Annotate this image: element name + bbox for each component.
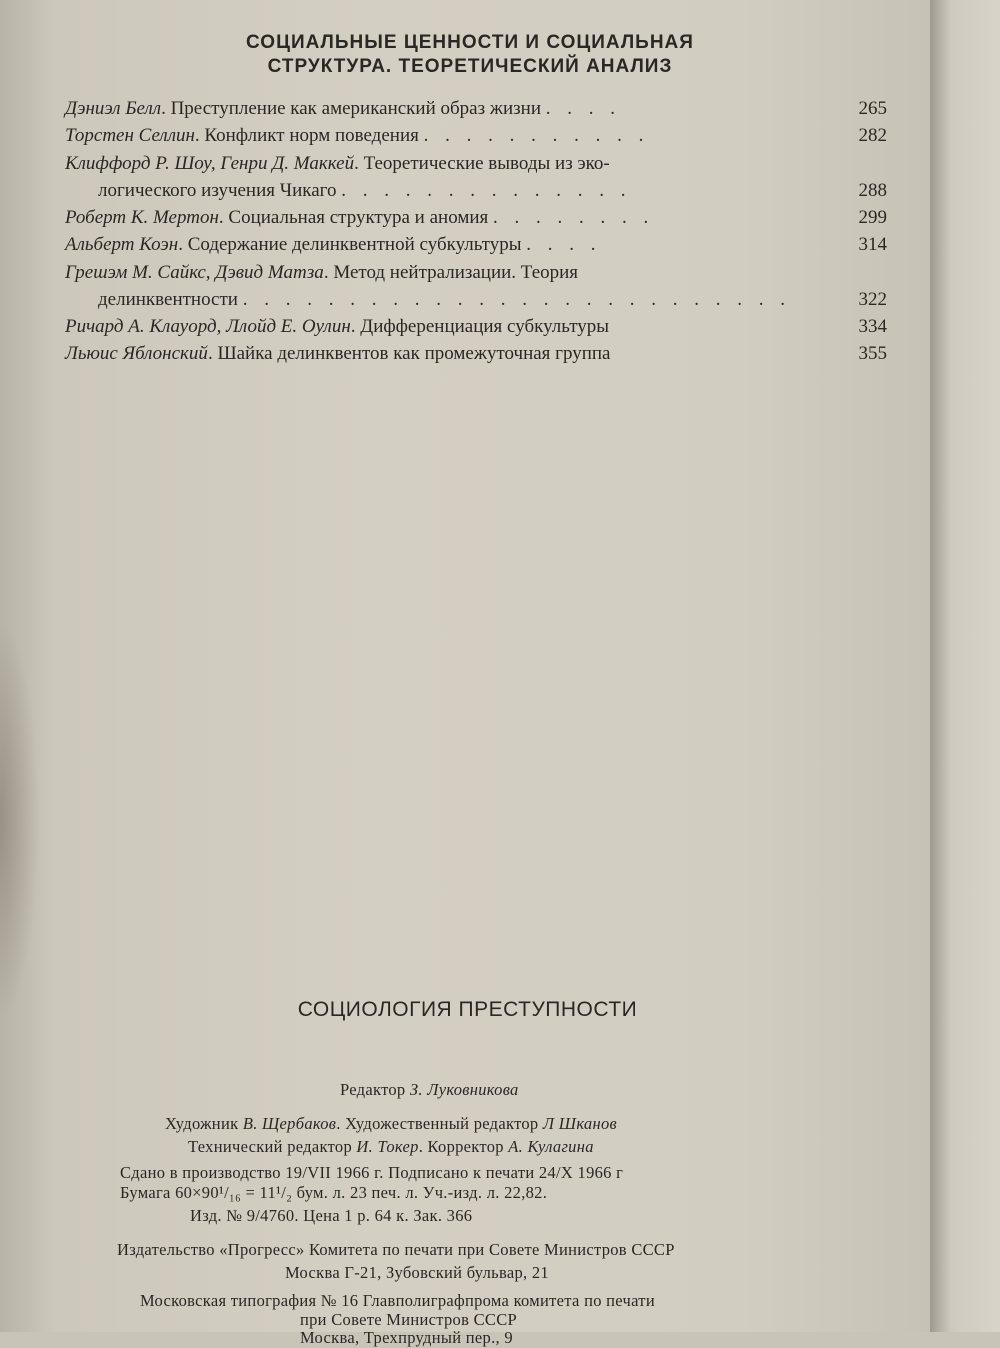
toc-title: . Содержание делинквентной субкультуры bbox=[178, 234, 522, 255]
toc-leader: . . . . . . . . . . . bbox=[423, 125, 650, 146]
toc-entry bbox=[65, 260, 887, 286]
toc-entry bbox=[65, 232, 887, 258]
toc-page-number: 334 bbox=[858, 316, 887, 337]
toc-leader: . . . . . . . . . . . . . . . . . . . . . . . . . . bbox=[242, 289, 791, 310]
toc-author: Альберт Коэн bbox=[65, 234, 179, 255]
toc-title: . Конфликт норм поведения bbox=[194, 125, 419, 146]
toc-entry-continuation bbox=[98, 178, 887, 204]
tech-editor-name: И. Токер bbox=[356, 1137, 419, 1156]
page-shadow bbox=[0, 620, 40, 1020]
toc-author: Льюис Яблонский bbox=[65, 343, 208, 364]
toc-author: Грешэм М. Сайкс, Дэвид Матза bbox=[65, 262, 324, 283]
section-title-line-2: СТРУКТУРА. ТЕОРЕТИЧЕСКИЙ АНАЛИЗ bbox=[267, 56, 673, 77]
imprint-artists bbox=[165, 1114, 617, 1134]
toc-title-continuation: логического изучения Чикаго bbox=[98, 180, 337, 201]
section-title-line-1: СОЦИАЛЬНЫЕ ЦЕННОСТИ И СОЦИАЛЬНАЯ bbox=[246, 32, 694, 53]
toc-leader: . . . . bbox=[545, 98, 621, 119]
toc-title-continuation: делинквентности bbox=[98, 289, 238, 310]
toc-entry bbox=[65, 96, 887, 122]
toc-title: . Социальная структура и аномия bbox=[218, 207, 489, 228]
toc-author: Ричард А. Клауорд, Ллойд Е. Оулин bbox=[65, 316, 351, 337]
toc-page-number: 265 bbox=[858, 98, 887, 119]
toc-entry bbox=[65, 205, 887, 231]
toc-page-number: 288 bbox=[858, 180, 887, 201]
art-editor-label: . Художественный редактор bbox=[336, 1114, 543, 1133]
artist-name: В. Щербаков bbox=[242, 1114, 337, 1133]
toc-page-number: 322 bbox=[858, 289, 887, 310]
imprint-printer-3: Москва, Трехпрудный пер., 9 bbox=[300, 1328, 513, 1347]
toc-entry bbox=[65, 341, 887, 367]
imprint-address: Москва Г-21, Зубовский бульвар, 21 bbox=[285, 1263, 549, 1282]
toc-author: Дэниэл Белл bbox=[65, 98, 162, 119]
imprint-printer-1: Московская типография № 16 Главполиграфпрома комитета по печати bbox=[140, 1291, 655, 1310]
toc-entry bbox=[65, 151, 887, 177]
corrector-name: А. Кулагина bbox=[508, 1137, 594, 1156]
corrector-label: . Корректор bbox=[418, 1137, 509, 1156]
imprint-technical bbox=[188, 1137, 594, 1157]
editor-label: Редактор bbox=[340, 1080, 410, 1099]
imprint-izd: Изд. № 9/4760. Цена 1 р. 64 к. Зак. 366 bbox=[190, 1206, 473, 1225]
toc-leader: . . . . . . . . bbox=[493, 207, 655, 228]
imprint-submitted: Сдано в производство 19/VII 1966 г. Подписано к печати 24/X 1966 г bbox=[120, 1163, 624, 1182]
toc-author: Роберт К. Мертон bbox=[65, 207, 219, 228]
imprint-publisher: Издательство «Прогресс» Комитета по печати при Совете Министров СССР bbox=[117, 1240, 675, 1259]
artist-label: Художник bbox=[165, 1114, 243, 1133]
toc-author: Торстен Селлин bbox=[65, 125, 195, 146]
toc-page-number: 314 bbox=[858, 234, 887, 255]
editor-name: З. Луковникова bbox=[409, 1080, 519, 1099]
toc-entry-continuation bbox=[98, 287, 887, 313]
imprint-paper: Бумага 60×90¹/₁₆ = 11¹/₂ бум. л. 23 печ. л. Уч.-изд. л. 22,82. bbox=[120, 1183, 548, 1202]
toc-page-number: 282 bbox=[858, 125, 887, 146]
toc-leader: . . . . . . . . . . . . . . bbox=[341, 180, 632, 201]
toc-title: . Дифференциация субкультуры bbox=[350, 316, 610, 337]
book-title: СОЦИОЛОГИЯ ПРЕСТУПНОСТИ bbox=[297, 998, 638, 1021]
imprint-printer-2: при Совете Министров СССР bbox=[300, 1310, 517, 1329]
art-editor-name: Л Шканов bbox=[542, 1114, 617, 1133]
toc-page-number: 299 bbox=[858, 207, 887, 228]
toc-title: . Преступление как американский образ жизни bbox=[161, 98, 541, 119]
toc-title: . Теоретические выводы из эко- bbox=[354, 153, 610, 174]
toc-entry bbox=[65, 123, 887, 149]
toc-title: . Шайка делинквентов как промежуточная группа bbox=[207, 343, 611, 364]
toc-page-number: 355 bbox=[858, 343, 887, 364]
toc-leader: . . . . bbox=[526, 234, 602, 255]
tech-editor-label: Технический редактор bbox=[188, 1137, 357, 1156]
toc-author: Клиффорд Р. Шоу, Генри Д. Маккей bbox=[65, 153, 355, 174]
toc-entry bbox=[65, 314, 887, 340]
page-edge bbox=[930, 0, 1000, 1332]
toc-title: . Метод нейтрализации. Теория bbox=[323, 262, 579, 283]
imprint-editor bbox=[340, 1080, 519, 1100]
